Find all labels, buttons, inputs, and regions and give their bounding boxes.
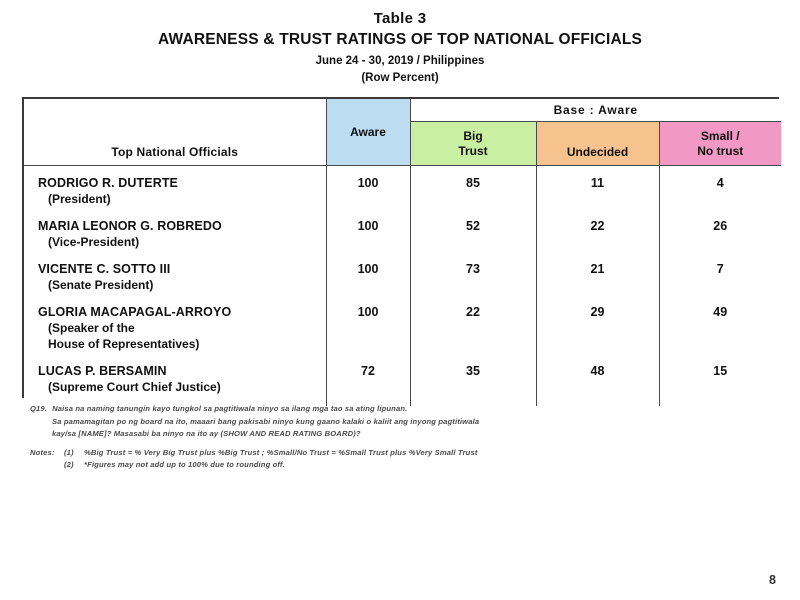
value-cell-undecided: 29 — [590, 305, 605, 319]
official-position: (Speaker of the — [48, 321, 135, 335]
value-cell-big-trust: 85 — [466, 176, 480, 190]
small-no-trust-column-body — [659, 166, 781, 407]
official-position: (Vice-President) — [48, 235, 140, 249]
question-label: Q19. — [30, 404, 48, 413]
big-trust-column-body — [410, 166, 536, 407]
value-cell-big-trust: 52 — [466, 219, 480, 233]
title-block — [0, 0, 800, 86]
notes-block — [30, 447, 770, 472]
official-name: RODRIGO R. DUTERTE — [38, 176, 178, 190]
question-line-3: kay/sa [NAME]? Masasabi ba ninyo na ito ay (SHOW AND READ RATING BOARD)? — [52, 429, 361, 439]
header-cell-undecided — [536, 122, 659, 166]
value-cell-aware: 72 — [361, 364, 375, 378]
table-body-row — [24, 166, 781, 407]
header-cell-aware — [326, 99, 410, 166]
note-line-2 — [30, 459, 770, 472]
undecided-values-list — [537, 166, 659, 406]
value-cell-aware: 100 — [357, 305, 379, 319]
footnotes — [30, 403, 770, 472]
value-cell-undecided: 21 — [590, 262, 605, 276]
undecided-column-body — [536, 166, 659, 407]
header-label-big-trust-line2: Trust — [458, 143, 488, 158]
note-2-text: *Figures may not add up to 100% due to rounding off. — [84, 460, 285, 470]
page-title: AWARENESS & TRUST RATINGS OF TOP NATIONAL OFFICIALS — [157, 31, 643, 48]
value-cell-big-trust: 73 — [466, 262, 480, 276]
question-text-1: Naisa na naming tanungin kayo tungkol sa pagtitiwala ninyo sa ilang mga tao sa ating lipunan. — [52, 404, 408, 413]
table-header-row-top — [24, 99, 781, 122]
value-cell-aware: 100 — [357, 219, 379, 233]
page-number: 8 — [769, 573, 776, 587]
value-cell-big-trust: 35 — [466, 364, 480, 378]
header-cell-big-trust — [410, 122, 536, 166]
table-row — [24, 363, 326, 406]
value-cell-small-no-trust: 4 — [716, 176, 724, 190]
question-line-2: Sa pamamagitan po ng board na ito, maaari bang pakisabi ninyo kung gaano kalaki o kaliit ang inyong pagtitiwala — [52, 416, 480, 426]
value-cell-aware: 100 — [357, 176, 379, 190]
value-cell-undecided: 48 — [590, 364, 605, 378]
header-label-small-line2: No trust — [697, 143, 744, 158]
aware-values-list — [327, 166, 410, 406]
official-name: MARIA LEONOR G. ROBREDO — [38, 219, 222, 233]
value-cell-small-no-trust: 7 — [716, 262, 724, 276]
notes-label: Notes: — [30, 447, 55, 457]
official-name: GLORIA MACAPAGAL-ARROYO — [38, 305, 232, 319]
note-2-number: (2) — [64, 460, 74, 470]
header-cell-officials — [24, 99, 326, 166]
note-1-text: %Big Trust = % Very Big Trust plus %Big Trust ; %Small/No Trust = %Small Trust plus %Very Small Trust — [84, 447, 478, 457]
survey-period: June 24 - 30, 2019 / Philippines — [315, 55, 485, 67]
value-cell-small-no-trust: 49 — [713, 305, 728, 319]
unit-label: (Row Percent) — [361, 72, 439, 84]
officials-column-body — [24, 166, 326, 407]
official-position: (President) — [48, 192, 111, 206]
table-row — [24, 304, 326, 363]
official-position: (Senate President) — [48, 278, 154, 292]
table-label: Table 3 — [373, 10, 427, 27]
official-name: LUCAS P. BERSAMIN — [38, 364, 167, 378]
official-position: (Supreme Court Chief Justice) — [48, 380, 221, 394]
header-label-undecided: Undecided — [566, 145, 629, 159]
header-label-aware: Aware — [350, 125, 386, 139]
table-row — [24, 261, 326, 304]
aware-column-body — [326, 166, 410, 407]
value-cell-big-trust: 22 — [466, 305, 480, 319]
header-label-small-line1: Small / — [700, 128, 740, 143]
header-label-officials: Top National Officials — [111, 145, 239, 159]
officials-list — [24, 166, 326, 406]
value-cell-undecided: 11 — [590, 176, 605, 190]
big-trust-values-list — [411, 166, 536, 406]
header-cell-small-no-trust — [659, 122, 781, 166]
header-label-base-aware: Base : Aware — [553, 103, 638, 117]
official-name: VICENTE C. SOTTO III — [38, 262, 171, 276]
ratings-table — [24, 99, 781, 406]
value-cell-aware: 100 — [357, 262, 379, 276]
value-cell-small-no-trust: 15 — [713, 364, 728, 378]
official-position: House of Representatives) — [48, 337, 200, 351]
table-row — [24, 218, 326, 261]
header-cell-base-aware — [410, 99, 781, 122]
note-1-number: (1) — [64, 447, 74, 457]
header-label-big-trust-line1: Big — [463, 128, 483, 143]
value-cell-undecided: 22 — [590, 219, 605, 233]
small-no-trust-values-list — [660, 166, 782, 406]
ratings-table-container — [22, 97, 779, 398]
value-cell-small-no-trust: 26 — [713, 219, 728, 233]
note-line-1 — [30, 447, 770, 460]
table-row — [24, 175, 326, 218]
question-line-1 — [30, 403, 770, 416]
